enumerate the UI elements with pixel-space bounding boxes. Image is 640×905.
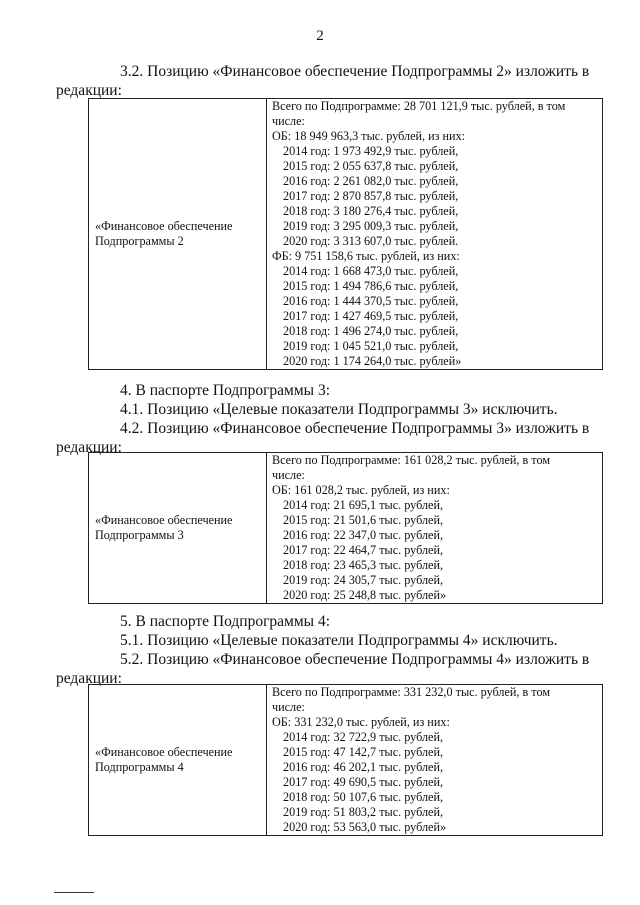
table-2-line: ОБ: 18 949 963,3 тыс. рублей, из них:	[272, 129, 466, 143]
paragraph-5-1: 5.1. Позицию «Целевые показатели Подпрограммы 4» исключить.	[120, 632, 558, 649]
table-2-line: 2019 год: 3 295 009,3 тыс. рублей,	[283, 219, 459, 233]
table-4-line: 2014 год: 32 722,9 тыс. рублей,	[283, 730, 444, 744]
table-4-line: ОБ: 331 232,0 тыс. рублей, из них:	[272, 715, 450, 729]
table-4-line: 2015 год: 47 142,7 тыс. рублей,	[283, 745, 444, 759]
paragraph-5: 5. В паспорте Подпрограммы 4:	[120, 613, 331, 630]
table-4-label-line: «Финансовое обеспечение	[95, 745, 233, 759]
table-3-line: 2015 год: 21 501,6 тыс. рублей,	[283, 513, 444, 527]
table-3-label-line: «Финансовое обеспечение	[95, 513, 233, 527]
financing-table-3	[88, 452, 603, 604]
table-4-value-cell	[267, 685, 603, 836]
table-4-line: 2020 год: 53 563,0 тыс. рублей»	[283, 820, 447, 834]
table-4-line: 2018 год: 50 107,6 тыс. рублей,	[283, 790, 444, 804]
table-2-line: 2014 год: 1 973 492,9 тыс. рублей,	[283, 144, 459, 158]
paragraph-4-1: 4.1. Позицию «Целевые показатели Подпрограммы 3» исключить.	[120, 401, 558, 418]
table-4-label-line: Подпрограммы 4	[95, 760, 184, 774]
table-2-label-line: Подпрограммы 2	[95, 234, 184, 248]
table-3-line: 2017 год: 22 464,7 тыс. рублей,	[283, 543, 444, 557]
table-2-line: числе:	[272, 114, 305, 128]
paragraph-3-2-line-1: 3.2. Позицию «Финансовое обеспечение Подпрограммы 2» изложить в	[120, 63, 590, 80]
table-4-label-cell	[89, 685, 267, 836]
footer-divider	[54, 892, 94, 893]
table-3-line: 2016 год: 22 347,0 тыс. рублей,	[283, 528, 444, 542]
table-2-line: 2014 год: 1 668 473,0 тыс. рублей,	[283, 264, 459, 278]
paragraph-5-2	[56, 650, 608, 688]
table-2-line: 2020 год: 1 174 264,0 тыс. рублей»	[283, 354, 462, 368]
table-2-line: 2019 год: 1 045 521,0 тыс. рублей,	[283, 339, 459, 353]
table-2-line: 2018 год: 3 180 276,4 тыс. рублей,	[283, 204, 459, 218]
table-2-label-line: «Финансовое обеспечение	[95, 219, 233, 233]
table-3-label-cell	[89, 453, 267, 604]
paragraph-3-2	[56, 62, 608, 100]
table-2-line: 2018 год: 1 496 274,0 тыс. рублей,	[283, 324, 459, 338]
table-3-line: 2018 год: 23 465,3 тыс. рублей,	[283, 558, 444, 572]
table-3-line: 2020 год: 25 248,8 тыс. рублей»	[283, 588, 447, 602]
table-2-line: 2015 год: 2 055 637,8 тыс. рублей,	[283, 159, 459, 173]
table-3-line: 2019 год: 24 305,7 тыс. рублей,	[283, 573, 444, 587]
table-4-line: Всего по Подпрограмме: 331 232,0 тыс. рублей, в том	[272, 685, 551, 699]
table-3-line: Всего по Подпрограмме: 161 028,2 тыс. рублей, в том	[272, 453, 551, 467]
table-2-line: 2020 год: 3 313 607,0 тыс. рублей.	[283, 234, 459, 248]
financing-table-4	[88, 684, 603, 836]
paragraph-4-2-line-2: редакции:	[56, 439, 122, 456]
paragraph-5-2-line-1: 5.2. Позицию «Финансовое обеспечение Подпрограммы 4» изложить в	[120, 651, 590, 668]
table-2-line: 2016 год: 1 444 370,5 тыс. рублей,	[283, 294, 459, 308]
paragraph-4: 4. В паспорте Подпрограммы 3:	[120, 382, 331, 399]
table-3-value-cell	[267, 453, 603, 604]
table-4-line: 2016 год: 46 202,1 тыс. рублей,	[283, 760, 444, 774]
table-3-line: ОБ: 161 028,2 тыс. рублей, из них:	[272, 483, 450, 497]
table-4-line: числе:	[272, 700, 305, 714]
table-2-line: Всего по Подпрограмме: 28 701 121,9 тыс. рублей, в том	[272, 99, 566, 113]
paragraph-5-2-line-2: редакции:	[56, 670, 122, 687]
table-4-line: 2019 год: 51 803,2 тыс. рублей,	[283, 805, 444, 819]
table-2-line: 2015 год: 1 494 786,6 тыс. рублей,	[283, 279, 459, 293]
table-2-line: 2016 год: 2 261 082,0 тыс. рублей,	[283, 174, 459, 188]
financing-table-2	[88, 98, 603, 370]
table-3-line: числе:	[272, 468, 305, 482]
table-2-value-cell	[267, 99, 603, 370]
paragraph-3-2-line-2: редакции:	[56, 82, 122, 99]
table-4-line: 2017 год: 49 690,5 тыс. рублей,	[283, 775, 444, 789]
table-2-label-cell	[89, 99, 267, 370]
table-2-line: ФБ: 9 751 158,6 тыс. рублей, из них:	[272, 249, 460, 263]
table-3-line: 2014 год: 21 695,1 тыс. рублей,	[283, 498, 444, 512]
table-3-label-line: Подпрограммы 3	[95, 528, 184, 542]
table-2-line: 2017 год: 1 427 469,5 тыс. рублей,	[283, 309, 459, 323]
paragraph-4-2-line-1: 4.2. Позицию «Финансовое обеспечение Подпрограммы 3» изложить в	[120, 420, 590, 437]
table-2-line: 2017 год: 2 870 857,8 тыс. рублей,	[283, 189, 459, 203]
page-number: 2	[316, 28, 324, 44]
